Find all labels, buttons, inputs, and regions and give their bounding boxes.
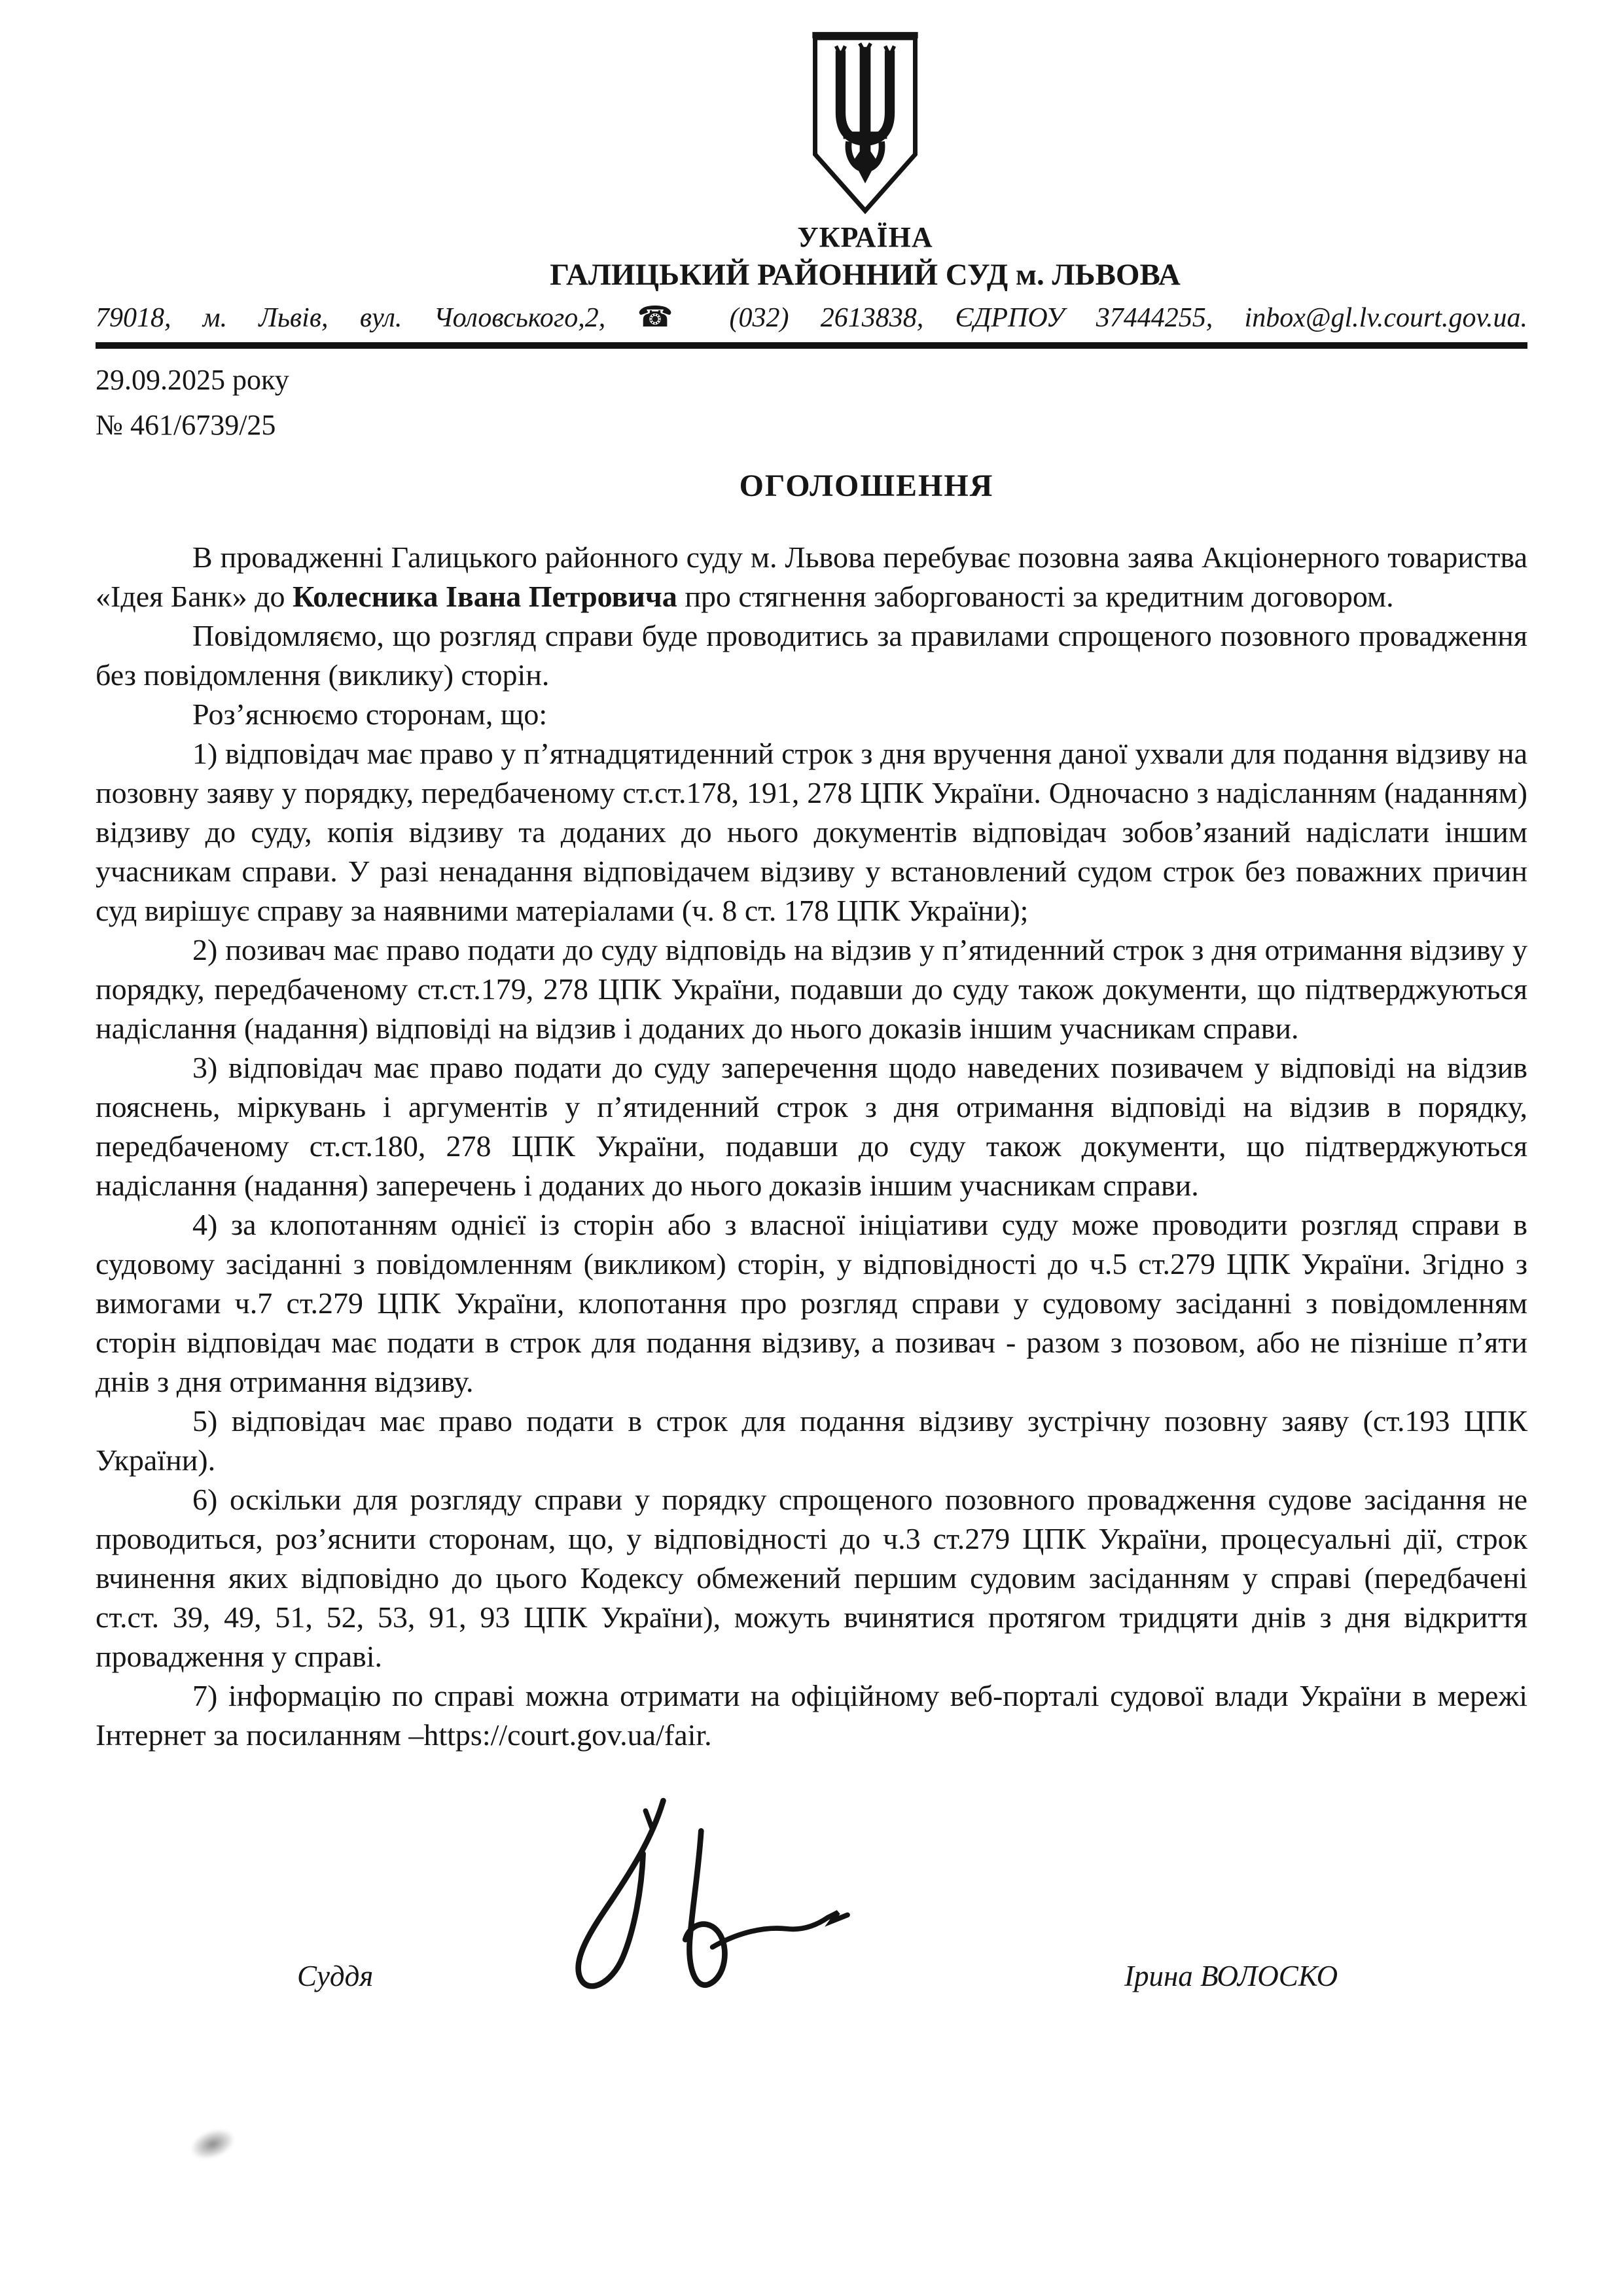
body-paragraph: Роз’яснюємо сторонам, що: [192, 698, 548, 732]
country-name: УКРАЇНА [797, 221, 933, 253]
date-line: 29.09.2025 року [96, 364, 289, 397]
body-paragraph-clause-5: 5) відповідач має право подати в строк для подання відзиву зустрічну позовну заяву (ст.193 ЦПК України). [96, 1404, 1527, 1477]
intro-paragraph [96, 538, 1527, 616]
intro-text-after: про стягнення заборгованості за кредитним договором. [677, 580, 1394, 614]
body-paragraph-clause-2: 2) позивач має право подати до суду відповідь на відзив у п’ятиденний строк з дня отримання відзиву у порядку, передбаченому ст.ст.179, 278 ЦПК України, подавши до суду також документи, що підтверджуються надіслання (надання) відповіді на відзив і доданих до нього доказів іншим учасникам справи. [96, 933, 1527, 1046]
body-paragraph-clause-7: 7) інформацію по справі можна отримати на офіційному веб-порталі судової влади України в мережі Інтернет за посиланням –https://court.gov.ua/fair. [96, 1679, 1527, 1752]
signature-block [96, 1794, 1527, 2075]
body-paragraph-clause-1: 1) відповідач має право у п’ятнадцятиденний строк з дня вручення даної ухвали для подання відзиву на позовну заяву у порядку, передбаченому ст.ст.178, 191, 278 ЦПК України. Одночасно з надісланням (наданням) відзиву до суду, копія відзиву та доданих до нього документів відповідач зобов’язаний надіслати іншим учасникам справи. У разі ненадання відповідачем відзиву у встановлений судом строк без поважних причин суд вирішує справу за наявними матеріалами (ч. 8 ст. 178 ЦПК України); [96, 737, 1527, 928]
address-part-1: 79018, м. Львів, вул. Чоловського,2, [96, 302, 606, 333]
body-paragraph-clause-6: 6) оскільки для розгляду справи у порядку спрощеного позовного провадження судове засідання не проводиться, роз’яснити сторонам, що, у відповідності до ч.3 ст.279 ЦПК України, процесуальні дії, строк вчинення яких відповідно до цього Кодексу обмежений першим судовим засіданням у справі (передбачені ст.ст. 39, 49, 51, 52, 53, 91, 93 ЦПК України), можуть вчинятися протягом тридцяти днів з дня відкриття провадження у справі. [96, 1483, 1527, 1674]
body-paragraph: Повідомляємо, що розгляд справи буде проводитись за правилами спрощеного позовного провадження без повідомлення (виклику) сторін. [96, 619, 1527, 692]
court-letterhead [149, 0, 1581, 292]
judge-signature-scribble-icon [512, 1794, 865, 2022]
signature-role-label: Суддя [297, 1960, 374, 1993]
scan-smudge-artifact [187, 2123, 239, 2164]
document-body [96, 538, 1527, 1755]
letterhead-divider [96, 342, 1527, 349]
page-title: ОГОЛОШЕННЯ [739, 468, 994, 504]
defendant-name: Колесника Івана Петровича [293, 580, 677, 614]
ukraine-trident-emblem-icon [149, 29, 1581, 220]
phone-icon: ☎ [637, 300, 698, 334]
address-line [96, 300, 1527, 335]
body-paragraph-clause-4: 4) за клопотанням однієї із сторін або з власної ініціативи суду може проводити розгляд справи в судовому засіданні з повідомленням (викликом) сторін, у відповідності до ч.5 ст.279 ЦПК України. Згідно з вимогами ч.7 ст.279 ЦПК України, клопотання про розгляд справи у судовому засіданні з повідомленням сторін відповідач має подати в строк для подання відзиву, а позивач - разом з позовом, або не пізніше п’яти днів з дня отримання відзиву. [96, 1208, 1527, 1399]
address-part-2: (032) 2613838, ЄДРПОУ 37444255, inbox@gl.lv.court.gov.ua. [729, 302, 1528, 333]
judge-name: Ірина ВОЛОСКО [1124, 1960, 1338, 1993]
body-paragraph-clause-3: 3) відповідач має право подати до суду заперечення щодо наведених позивачем у відповіді на відзив пояснень, міркувань і аргументів у п’ятиденний строк з дня отримання відповіді на відзив в порядку, передбаченому ст.ст.180, 278 ЦПК України, подавши до суду також документи, що підтверджуються надіслання (надання) заперечень і доданих до нього доказів іншим учасникам справи. [96, 1051, 1527, 1203]
intro-text-before: В провадженні Галицького районного суду м. Львова перебуває позовна заява Акціонерного товариства «Ідея Банк» до [96, 540, 1527, 614]
court-name: ГАЛИЦЬКИЙ РАЙОННИЙ СУД м. ЛЬВОВА [550, 257, 1181, 292]
case-number: № 461/6739/25 [96, 409, 276, 442]
